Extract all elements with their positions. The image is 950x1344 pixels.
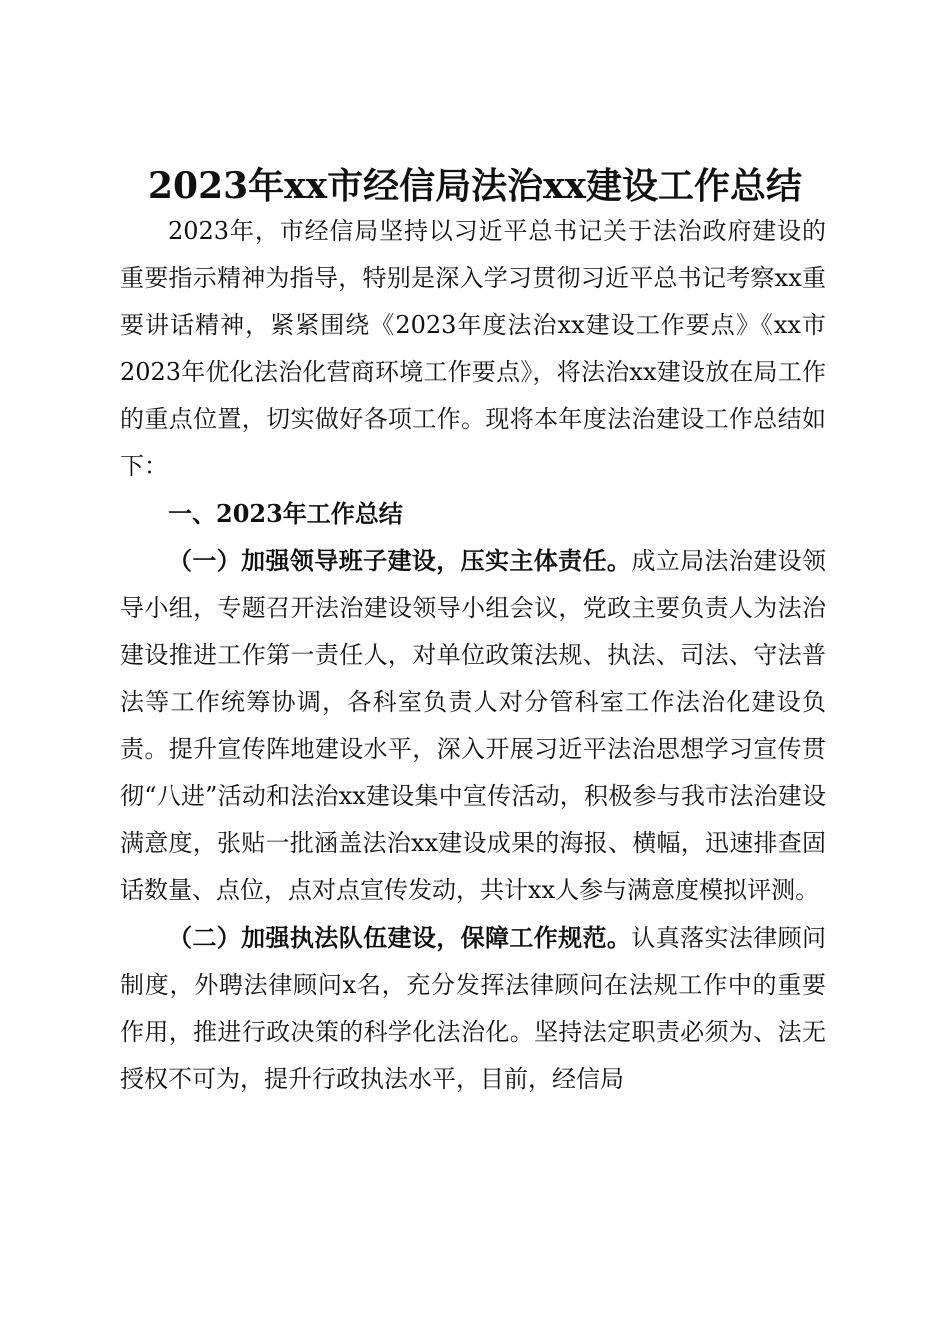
section-heading: 一、2023年工作总结 xyxy=(168,499,403,528)
paragraph-leadership-body: 成立局法治建设领导小组，专题召开法治建设领导小组会议，党政主要负责人为法治建设推进工作第一责任人，对单位政策法规、执法、司法、守法普法等工作统筹协调，各科室负责人对分管科室工作法治化建设负责。提升宣传阵地建设水平，深入开展习近平法治思想学习宣传贯彻“八进”活动和法治xx建设集中宣传活动，积极参与我市法治建设满意度，张贴一批涵盖法治xx建设成果的海报、横幅，迅速排查固话数量、点位，点对点宣传发动，共计xx人参与满意度模拟评测。 xyxy=(120,547,827,904)
paragraph-leadership-lead: （一）加强领导班子建设，压实主体责任。 xyxy=(168,546,632,575)
document-body xyxy=(120,208,826,1103)
document-title: 2023年xx市经信局法治xx建设工作总结 xyxy=(147,165,803,208)
intro-paragraph: 2023年，市经信局坚持以习近平总书记关于法治政府建设的重要指示精神为指导，特别是深入学习贯彻习近平总书记考察xx重要讲话精神，紧紧围绕《2023年度法治xx建设工作要点》《xx市2023年优化法治化营商环境工作要点》，将法治xx建设放在局工作的重点位置，切实做好各项工作。现将本年度法治建设工作总结如下： xyxy=(120,217,826,480)
paragraph-enforcement-lead: （二）加强执法队伍建设，保障工作规范。 xyxy=(168,923,632,952)
paragraph-leadership xyxy=(120,537,826,914)
paragraph-enforcement-body: 认真落实法律顾问制度，外聘法律顾问x名，充分发挥法律顾问在法规工作中的重要作用，推进行政决策的科学化法治化。坚持法定职责必须为、法无授权不可为，提升行政执法水平，目前，经信局 xyxy=(120,924,827,1093)
paragraph-enforcement xyxy=(120,914,826,1103)
